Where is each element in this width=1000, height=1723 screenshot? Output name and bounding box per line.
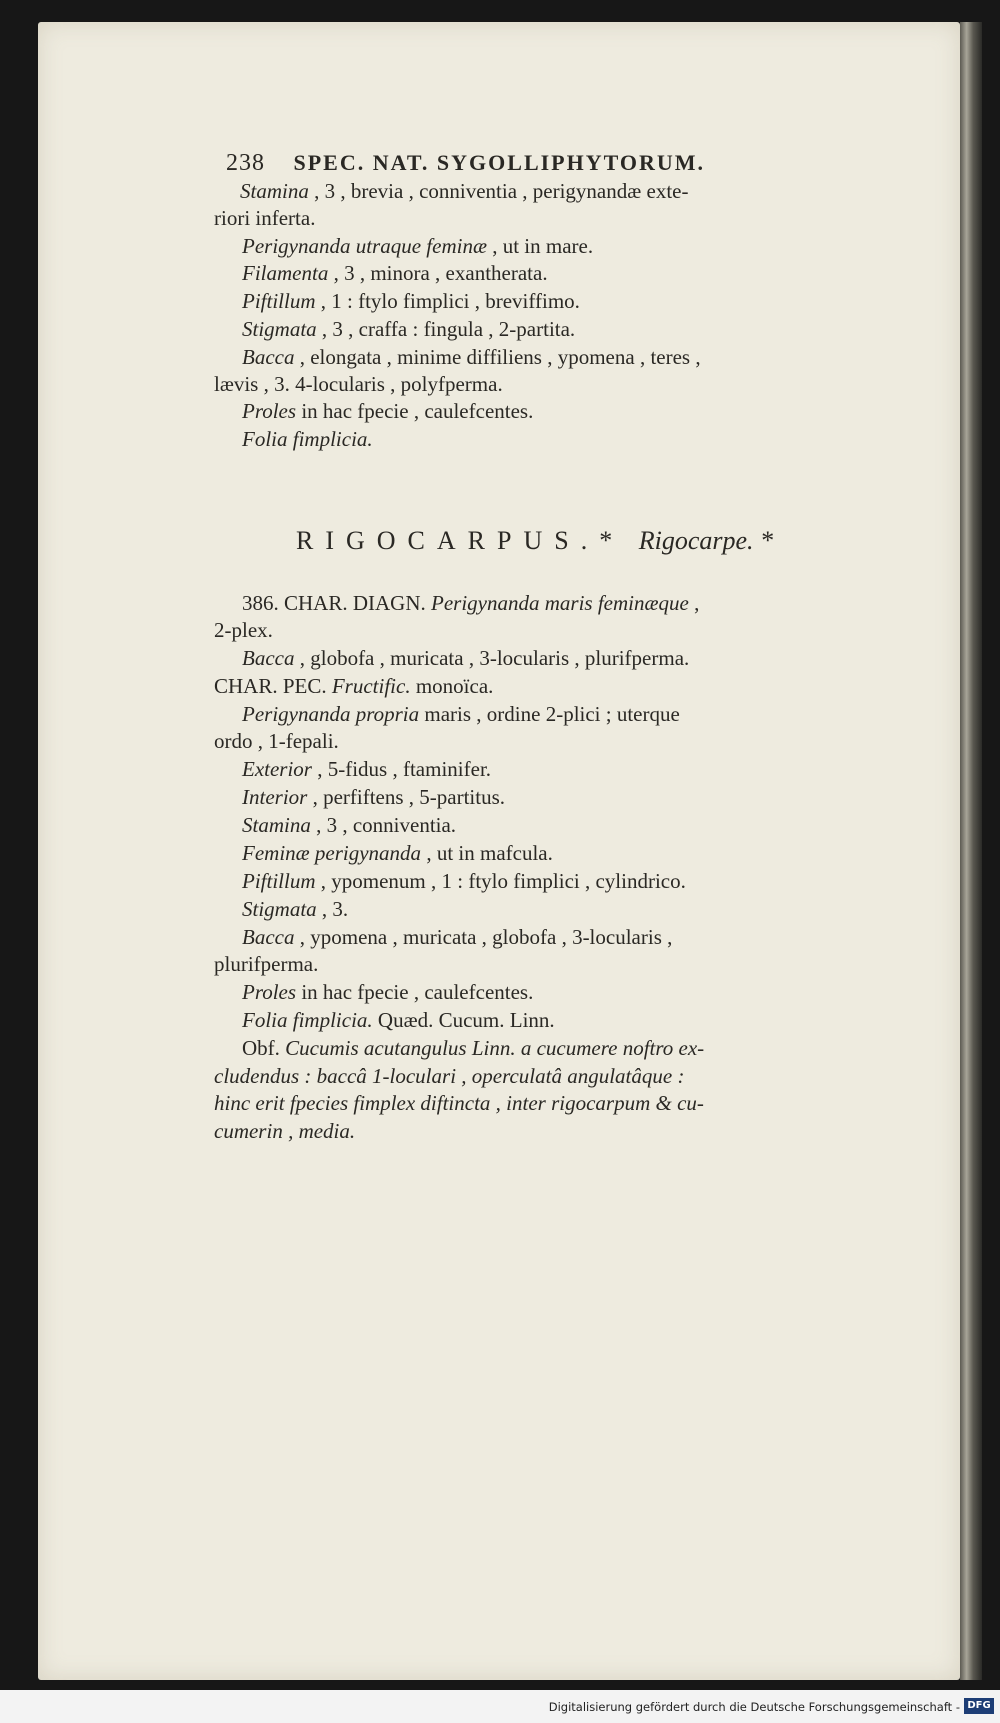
line-italic: Perigynanda utraque feminæ (242, 234, 487, 258)
line-italic: Fructific. (331, 674, 411, 698)
page-number: 238 (226, 150, 265, 176)
line-italic: Piftillum (242, 289, 316, 313)
line-text: , ut in mare. (486, 234, 594, 258)
line-italic: Folia fimplicia. (242, 427, 373, 451)
genus-latin: RIGOCARPUS.* (296, 526, 625, 555)
line-text: in hac fpecie , caulefcentes. (296, 980, 534, 1004)
text-line (242, 979, 533, 1005)
line-text: riori inferta. (214, 206, 316, 230)
line-text: maris , ordine 2-plici ; uterque (419, 702, 680, 726)
text-line (242, 260, 548, 286)
line-text: , ut in mafcula. (421, 841, 553, 865)
line-italic: cludendus : baccâ 1-loculari , operculatâ angulatâque : (214, 1064, 685, 1088)
line-italic: Perigynanda maris feminæque (431, 591, 689, 615)
text-line (242, 756, 491, 782)
line-prefix: 386. CHAR. DIAGN. (242, 591, 431, 615)
line-prefix: Obf. (242, 1036, 286, 1060)
text-line (242, 590, 699, 616)
text-line (242, 896, 348, 922)
line-text: Quæd. Cucum. Linn. (372, 1008, 555, 1032)
line-text: , (688, 591, 700, 615)
text-line (214, 1118, 355, 1144)
text-line (242, 701, 680, 727)
line-text: in hac fpecie , caulefcentes. (296, 399, 534, 423)
text-line (214, 371, 503, 397)
text-line (214, 1063, 684, 1089)
text-line (242, 868, 686, 894)
line-text: , elongata , minime diffiliens , ypomena , teres , (294, 345, 701, 369)
line-prefix: CHAR. PEC. (214, 674, 332, 698)
text-line (242, 233, 593, 259)
text-line (242, 398, 533, 424)
line-italic: Stamina (240, 179, 309, 203)
line-italic: Feminæ perigynanda (242, 841, 422, 865)
line-italic: hinc erit fpecies fimplex diftincta , inter rigocarpum & cu- (214, 1091, 704, 1115)
line-text: , ypomenum , 1 : ftylo fimplici , cylindrico. (315, 869, 686, 893)
running-header (226, 150, 705, 177)
line-text: plurifperma. (214, 952, 319, 976)
line-text: , 3 , craffa : fingula , 2-partita. (316, 317, 576, 341)
dfg-logo: DFG (964, 1698, 994, 1714)
text-line (242, 316, 575, 342)
line-text: , ypomena , muricata , globofa , 3-locularis , (294, 925, 673, 949)
line-italic: cumerin , media. (214, 1119, 356, 1143)
line-italic: Piftillum (242, 869, 316, 893)
line-italic: Stigmata (242, 897, 317, 921)
text-line (214, 1090, 704, 1116)
genus-heading (296, 526, 773, 556)
line-italic: Proles (242, 399, 297, 423)
text-line (214, 951, 318, 977)
line-italic: Bacca (242, 345, 295, 369)
text-line (242, 784, 505, 810)
line-text: monoïca. (410, 674, 494, 698)
line-text: , 3. (316, 897, 349, 921)
line-italic: Stamina (242, 813, 311, 837)
line-text: ordo , 1-fepali. (214, 729, 339, 753)
text-line (242, 812, 456, 838)
text-line (242, 1007, 555, 1033)
text-line (214, 728, 339, 754)
line-italic: Folia fimplicia. (242, 1008, 373, 1032)
line-text: 2-plex. (214, 618, 273, 642)
line-text: , 3 , brevia , conniventia , perigynandæ exte- (308, 179, 689, 203)
line-text: , 3 , conniventia. (310, 813, 457, 837)
text-line (242, 426, 373, 452)
line-text: , 1 : ftylo fimplici , breviffimo. (315, 289, 580, 313)
text-line (214, 617, 273, 643)
line-text: , 3 , minora , exantherata. (328, 261, 548, 285)
line-text: lævis , 3. 4-locularis , polyfperma. (214, 372, 503, 396)
line-italic: Bacca (242, 646, 295, 670)
text-line (242, 645, 689, 671)
line-text: , perfiftens , 5-partitus. (307, 785, 506, 809)
line-italic: Interior (242, 785, 308, 809)
line-italic: Perigynanda propria (242, 702, 420, 726)
text-line (214, 673, 493, 699)
line-italic: Proles (242, 980, 297, 1004)
text-line (242, 924, 672, 950)
page-edge (960, 22, 982, 1680)
line-italic: Cucumis acutangulus Linn. a cucumere noftro ex- (285, 1036, 705, 1060)
line-italic: Exterior (242, 757, 312, 781)
footer-credit: Digitalisierung gefördert durch die Deutsche Forschungsgemeinschaft - (548, 1700, 960, 1714)
text-line (242, 1035, 704, 1061)
running-head-title: SPEC. NAT. SYGOLLIPHYTORUM. (293, 150, 706, 175)
line-italic: Stigmata (242, 317, 317, 341)
text-line (242, 840, 553, 866)
text-line (214, 205, 315, 231)
line-text: , 5-fidus , ftaminifer. (311, 757, 492, 781)
genus-french: Rigocarpe. * (638, 526, 774, 555)
text-line (242, 344, 701, 370)
line-italic: Filamenta (242, 261, 329, 285)
line-text: , globofa , muricata , 3-locularis , plurifperma. (294, 646, 690, 670)
text-line (242, 288, 580, 314)
text-line (240, 178, 688, 204)
line-italic: Bacca (242, 925, 295, 949)
